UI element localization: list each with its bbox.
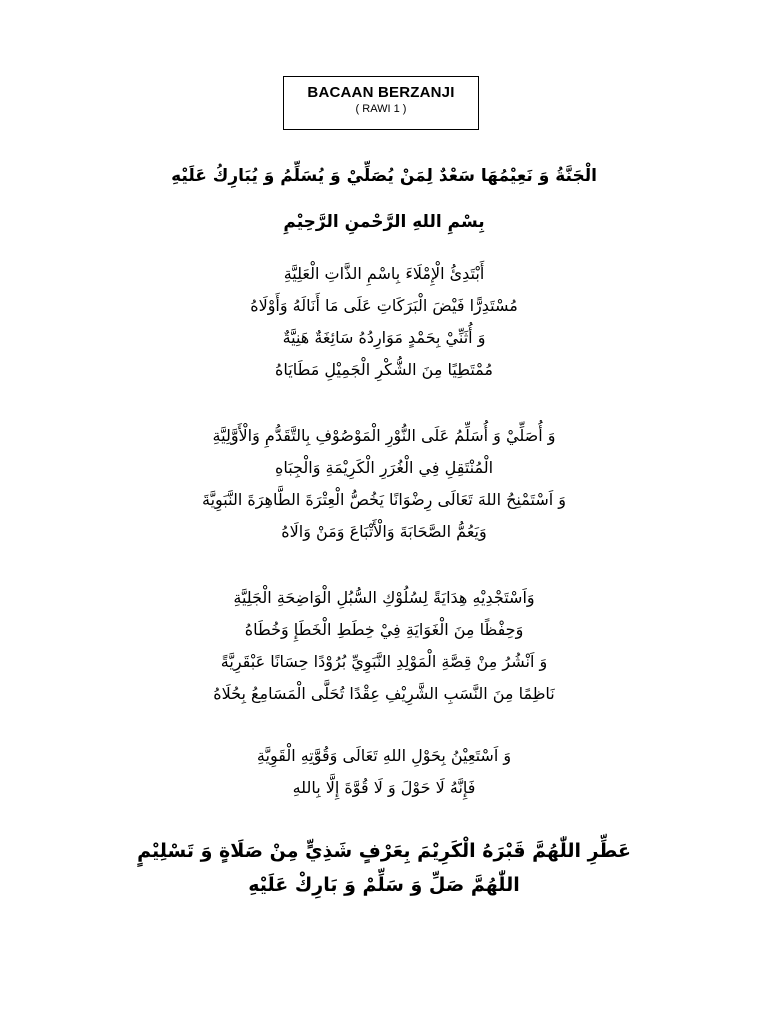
basmalah-line: بِسْمِ اللهِ الرَّحْمنِ الرَّحِيْمِ [283,212,485,232]
closing-line: اللّٰهُمَّ صَلِّ وَ سَلِّمْ وَ بَارِكْ عَلَيْهِ [248,874,520,896]
verse-line: مُسْتَدِرًّا فَيْضَ الْبَرَكَاتِ عَلَى مَا أَنَالَهُ وَأَوْلَاهُ [250,296,518,315]
verse-line: مُمْتَطِيًا مِنَ الشُّكْرِ الْجَمِيْلِ مَطَايَاهُ [275,360,493,379]
verse-line: نَاظِمًا مِنَ النَّسَبِ الشَّرِيْفِ عِقْدًا تُحَلَّى الْمَسَامِعُ بِحُلَاهُ [213,684,555,703]
verse-line: أَبْتَدِئُ الْإِمْلَاءَ بِاسْمِ الذَّاتِ الْعَلِيَّةِ [283,264,485,283]
verse-line: وَ أُثَنِّيْ بِحَمْدٍ مَوَارِدُهُ سَائِغَةٌ هَنِيَّةٌ [282,328,486,347]
closing-line: عَطِّرِ اللّٰهُمَّ قَبْرَهُ الْكَرِيْمَ بِعَرْفٍ شَذِيٍّ مِنْ صَلَاةٍ وَ تَسْلِيْمٍ [137,840,631,862]
opening-line: الْجَنَّةُ وَ نَعِيْمُهَا سَعْدٌ لِمَنْ يُصَلِّيْ وَ يُسَلِّمُ وَ يُبَارِكُ عَلَيْهِ [171,166,597,186]
verse-line: الْمُنْتَقِلِ فِي الْغُرَرِ الْكَرِيْمَةِ وَالْجِبَاهِ [274,458,494,477]
document-title: BACAAN BERZANJI [307,84,455,101]
verse-line: وَ اَنْشُرُ مِنْ قِصَّةِ الْمَوْلِدِ النَّبَوِيِّ بُرُوْدًا حِسَانًا عَبْقَرِيَّةً [220,652,548,671]
verse-line: وَاَسْتَجْدِيْهِ هِدَايَةً لِسُلُوْكِ السُّبُلِ الْوَاضِحَةِ الْجَلِيَّةِ [233,588,535,607]
document-subtitle: ( RAWI 1 ) [355,103,407,115]
verse-line: وَ اَسْتَعِيْنُ بِحَوْلِ اللهِ تَعَالَى وَقُوَّتِهِ الْقَوِيَّةِ [256,746,512,765]
verse-line: وَيَعُمُّ الصَّحَابَةَ وَالْأَتْبَاعَ وَمَنْ وَالَاهُ [281,522,487,541]
verse-line: فَإِنَّهُ لَا حَوْلَ وَ لَا قُوَّةَ إِلَّا بِاللهِ [292,778,476,797]
verse-line: وَ أُصَلِّيْ وَ أُسَلِّمُ عَلَى النُّوْرِ الْمَوْصُوْفِ بِالتَّقَدُّمِ وَالْأَوَّلِيَّةِ [212,426,556,445]
title-box [283,76,479,130]
verse-line: وَحِفْظًا مِنَ الْغَوَايَةِ فِيْ خِطَطِ الْخَطَإِ وَخُطَاهُ [244,620,524,639]
verse-line: وَ اَسْتَمْنِحُ اللهَ تَعَالَى رِضْوَانًا يَخُصُّ الْعِتْرَةَ الطَّاهِرَةَ النَّبَوِيَّةَ [201,490,566,509]
